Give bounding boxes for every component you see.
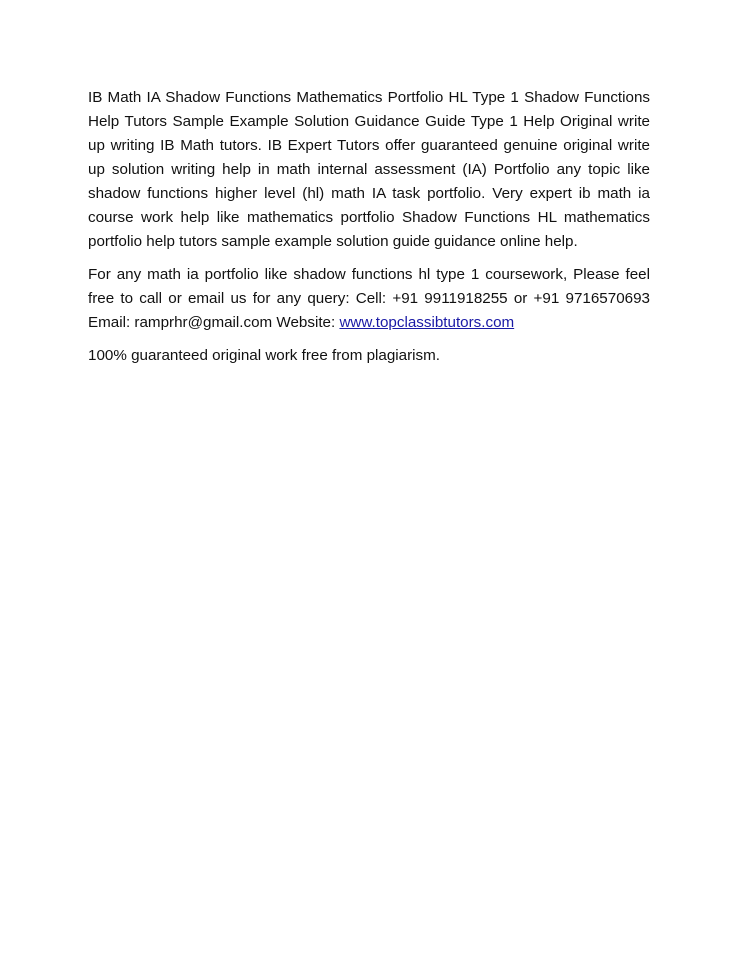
contact-text: For any math ia portfolio like shadow functions hl type 1 coursework, Please feel free to call or email us for any query: Cell: +91 9911918255 or +91 9716570693 Email: ramprhr@gmail.com Website: bbox=[88, 266, 650, 331]
paragraph-contact bbox=[88, 263, 650, 335]
document-page bbox=[88, 86, 650, 377]
paragraph-guarantee: 100% guaranteed original work free from plagiarism. bbox=[88, 347, 441, 364]
website-link[interactable]: www.topclassibtutors.com bbox=[339, 314, 515, 331]
paragraph-intro: IB Math IA Shadow Functions Mathematics Portfolio HL Type 1 Shadow Functions Help Tutors Sample Example Solution Guidance Guide Type 1 Help Original write up writing IB Math tutors. IB Expert Tutors offer guaranteed genuine original write up solution writing help in math internal assessment (IA) Portfolio any topic like shadow functions higher level (hl) math IA task portfolio. Very expert ib math ia course work help like mathematics portfolio Shadow Functions HL mathematics portfolio help tutors sample example solution guide guidance online help. bbox=[88, 89, 650, 250]
